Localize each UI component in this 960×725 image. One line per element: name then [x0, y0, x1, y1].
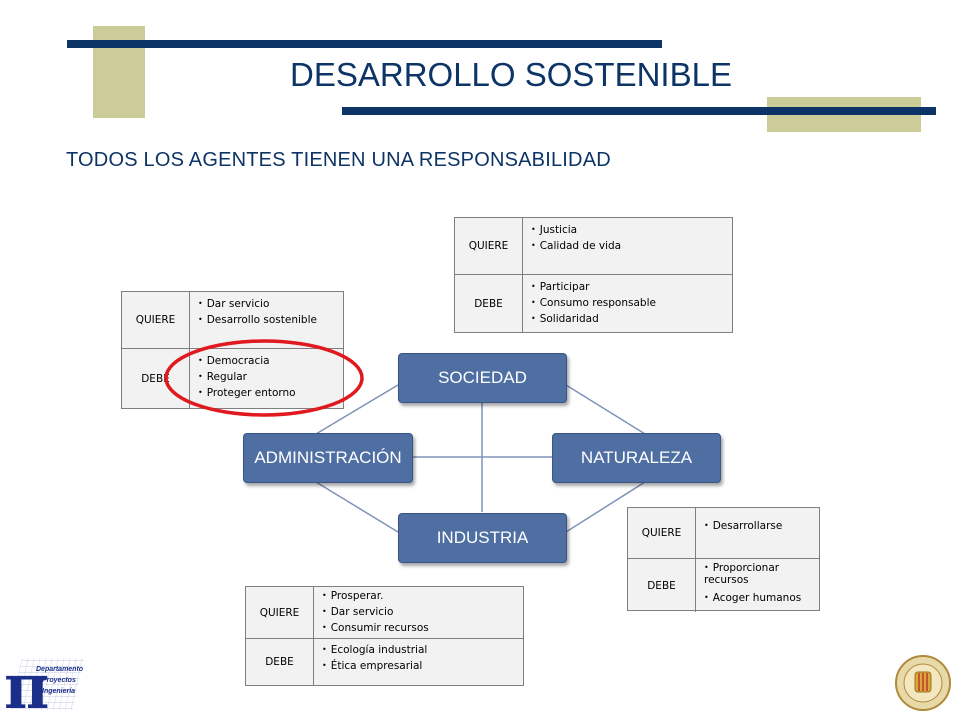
box-naturaleza-debe-label: DEBE	[628, 558, 696, 612]
node-administracion: ADMINISTRACIÓN	[243, 433, 413, 483]
pi-logo-line-1: Departamento	[36, 666, 84, 673]
node-industria: INDUSTRIA	[398, 513, 567, 563]
node-naturaleza: NATURALEZA	[552, 433, 721, 483]
box-sociedad-quiere-label: QUIERE	[455, 218, 523, 274]
box-administracion-debe-item: • Democracia	[198, 355, 337, 367]
box-industria-quiere-item: • Consumir recursos	[322, 622, 517, 634]
box-sociedad-debe-label: DEBE	[455, 274, 523, 333]
pi-department-logo	[0, 648, 90, 720]
node-sociedad: SOCIEDAD	[398, 353, 567, 403]
box-administracion-debe-label: DEBE	[122, 348, 190, 408]
box-industria-quiere-label: QUIERE	[246, 587, 314, 638]
page-title: DESARROLLO SOSTENIBLE	[290, 56, 732, 93]
box-administracion-quiere-item: • Dar servicio	[198, 298, 337, 310]
box-administracion-debe-item: • Regular	[198, 371, 337, 383]
pi-logo-line-3: Ingeniería	[42, 688, 76, 695]
box-industria-quiere-item: • Dar servicio	[322, 606, 517, 618]
box-naturaleza-quiere-item: • Desarrollarse	[704, 520, 813, 532]
box-naturaleza-debe-item: • Proporcionar recursos	[704, 562, 804, 586]
box-sociedad-quiere-item: • Calidad de vida	[531, 240, 726, 252]
box-industria-debe-item: • Ética empresarial	[322, 660, 517, 672]
pi-logo-line-2: Proyectos	[42, 677, 76, 684]
box-naturaleza-quiere-label: QUIERE	[628, 508, 696, 558]
box-administracion-debe-item: • Proteger entorno	[198, 387, 337, 399]
box-sociedad-debe-item: • Participar	[531, 281, 726, 293]
box-naturaleza-debe-item: • Acoger humanos	[704, 592, 813, 604]
box-sociedad-quiere-item: • Justicia	[531, 224, 726, 236]
box-sociedad-debe-item: • Consumo responsable	[531, 297, 726, 309]
box-administracion-quiere-item: • Desarrollo sostenible	[198, 314, 337, 326]
box-industria-debe-label: DEBE	[246, 638, 314, 685]
pi-department-logo-graphic	[0, 648, 90, 720]
box-sociedad-debe-item: • Solidaridad	[531, 313, 726, 325]
svg-text:π: π	[4, 650, 50, 720]
box-administracion-quiere-label: QUIERE	[122, 292, 190, 348]
page-subtitle: TODOS LOS AGENTES TIENEN UNA RESPONSABILIDAD	[66, 149, 611, 171]
university-seal-icon	[894, 654, 952, 712]
box-industria-quiere-item: • Prosperar.	[322, 590, 517, 602]
box-industria-debe-item: • Ecología industrial	[322, 644, 517, 656]
university-seal	[894, 654, 952, 712]
